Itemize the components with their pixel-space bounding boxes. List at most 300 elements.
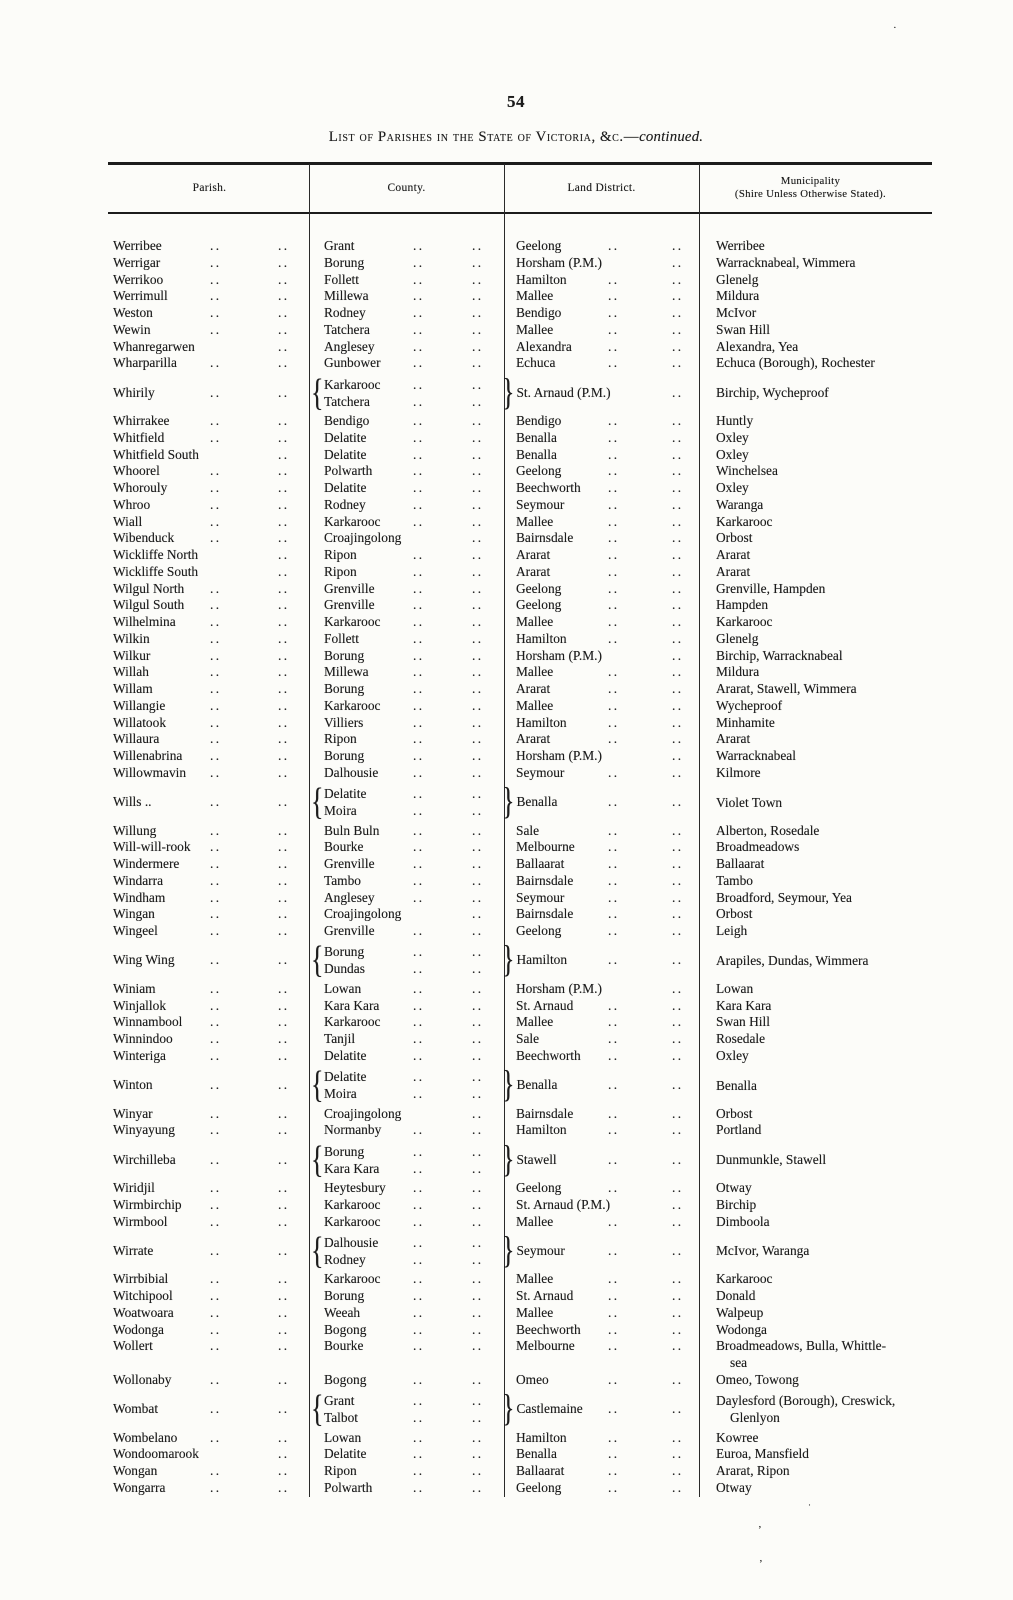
dot-leader: .. xyxy=(472,647,484,663)
dot-leader: .. xyxy=(210,1304,222,1320)
dot-leader: .. xyxy=(278,463,290,479)
municipality-name: Broadford, Seymour, Yea xyxy=(716,889,852,905)
dot-leader: .. xyxy=(472,630,484,646)
county-name: Bendigo xyxy=(324,413,370,428)
dot-leader: .. xyxy=(413,822,425,838)
county-cell xyxy=(309,981,504,998)
land-district-name: Ararat xyxy=(516,681,551,696)
dot-leader: .. xyxy=(278,923,290,938)
county-cell xyxy=(309,430,504,447)
parish-cell xyxy=(110,1014,309,1031)
municipality-cell xyxy=(699,698,922,715)
land-district-name: Mallee xyxy=(516,1271,554,1287)
parish-name: Will-will-rook xyxy=(113,839,191,855)
table-row xyxy=(110,1463,922,1480)
parish-name: Wickliffe South xyxy=(113,563,199,579)
dot-leader: .. xyxy=(278,1401,290,1416)
land-district-name: Ballaarat xyxy=(516,856,565,871)
land-district-name: Melbourne xyxy=(516,1338,575,1354)
county-name: Moira xyxy=(324,1086,357,1101)
parish-cell xyxy=(110,1305,309,1322)
dot-leader: .. xyxy=(672,563,684,579)
dot-leader: .. xyxy=(413,697,425,713)
dot-leader: .. xyxy=(278,1242,290,1258)
dot-leader: .. xyxy=(413,1213,425,1229)
dot-leader: .. xyxy=(672,1321,684,1337)
parish-name: Wickliffe North xyxy=(113,547,199,562)
dot-leader: .. xyxy=(608,1105,620,1121)
land-district-cell xyxy=(504,581,699,598)
dot-leader: .. xyxy=(672,1014,684,1030)
municipality-name: Mildura xyxy=(716,664,760,680)
table-row xyxy=(110,1338,922,1372)
table-row xyxy=(110,581,922,598)
municipality-name: Ararat xyxy=(716,731,751,747)
dot-leader: .. xyxy=(608,580,620,596)
dot-leader: .. xyxy=(413,681,425,696)
county-cell xyxy=(309,1372,504,1389)
dot-leader: .. xyxy=(608,597,620,613)
dot-leader: .. xyxy=(278,1031,290,1046)
dot-leader: .. xyxy=(672,856,684,871)
county-cell xyxy=(309,530,504,547)
county-name: Karkarooc xyxy=(324,376,381,392)
parish-cell xyxy=(110,1214,309,1231)
dot-leader: .. xyxy=(210,889,222,905)
dot-leader: .. xyxy=(210,530,222,546)
land-district-name: Beechworth xyxy=(516,1321,581,1337)
dot-leader: .. xyxy=(472,980,484,996)
dot-leader: .. xyxy=(210,997,222,1013)
dot-leader: .. xyxy=(608,1479,620,1495)
parish-name: Wingeel xyxy=(113,923,158,938)
dot-leader: .. xyxy=(472,238,484,253)
parish-name: Wongarra xyxy=(113,1479,166,1495)
land-district-name: Castlemaine xyxy=(516,1401,583,1416)
table-row xyxy=(110,1048,922,1065)
dot-leader: .. xyxy=(608,1242,620,1258)
land-district-name: Hamilton xyxy=(516,952,568,968)
dot-leader: .. xyxy=(278,563,290,579)
county-name: Lowan xyxy=(324,980,362,996)
land-district-name: Geelong xyxy=(516,238,562,253)
county-line xyxy=(309,1409,504,1426)
parish-name: Willowmavin xyxy=(113,764,187,780)
dot-leader: .. xyxy=(672,1031,684,1046)
land-district-name: Beechworth xyxy=(516,480,581,495)
dot-leader: .. xyxy=(608,305,620,320)
dot-leader: .. xyxy=(672,1338,684,1354)
county-name: Bogong xyxy=(324,1371,367,1387)
dot-leader: .. xyxy=(672,305,684,320)
dot-leader: .. xyxy=(210,1151,222,1167)
dot-leader: .. xyxy=(608,480,620,495)
dot-leader: .. xyxy=(413,1463,425,1478)
table-row xyxy=(110,648,922,665)
table-row xyxy=(110,998,922,1015)
dot-leader: .. xyxy=(413,1160,425,1176)
dot-leader: .. xyxy=(472,580,484,596)
dot-leader: .. xyxy=(608,1446,620,1462)
county-name: Karkarooc xyxy=(324,614,381,629)
parish-name: Willenabrina xyxy=(113,748,183,763)
parish-name: Willung xyxy=(113,822,157,838)
dot-leader: .. xyxy=(472,338,484,354)
table-row xyxy=(110,981,922,998)
dot-leader: .. xyxy=(413,321,425,337)
dot-leader: .. xyxy=(672,1180,684,1195)
dot-leader: .. xyxy=(278,1151,290,1167)
dot-leader: .. xyxy=(672,923,684,938)
dot-leader: .. xyxy=(672,355,684,371)
land-district-cell xyxy=(504,547,699,564)
dot-leader: .. xyxy=(413,446,425,462)
municipality-cell xyxy=(699,480,922,497)
county-cell xyxy=(309,923,504,940)
dot-leader: .. xyxy=(608,413,620,428)
dot-leader: .. xyxy=(672,1196,684,1212)
parish-name: Wirrate xyxy=(113,1242,154,1258)
dot-leader: .. xyxy=(672,1213,684,1229)
dot-leader: .. xyxy=(472,822,484,838)
dot-leader: .. xyxy=(608,714,620,730)
table-row xyxy=(110,564,922,581)
county-cell xyxy=(309,305,504,322)
table-row xyxy=(110,765,922,782)
municipality-name: Ballaarat xyxy=(716,856,765,871)
dot-leader: .. xyxy=(278,1047,290,1063)
dot-leader: .. xyxy=(210,856,222,871)
land-district-cell xyxy=(504,1389,699,1430)
land-district-cell xyxy=(504,1271,699,1288)
dot-leader: .. xyxy=(210,748,222,763)
parish-name: Winiam xyxy=(113,980,156,996)
dot-leader: .. xyxy=(672,1151,684,1167)
dot-leader: .. xyxy=(472,1180,484,1195)
dot-leader: .. xyxy=(672,794,684,809)
county-cell xyxy=(309,413,504,430)
land-district-name: Bairnsdale xyxy=(516,906,574,922)
dot-leader: .. xyxy=(210,664,222,680)
land-district-name: Mallee xyxy=(516,614,554,629)
land-district-cell xyxy=(504,1480,699,1497)
county-name: Grenville xyxy=(324,856,375,871)
land-district-name: Bendigo xyxy=(516,413,562,428)
land-district-name: Ballaarat xyxy=(516,1463,565,1478)
land-district-name: Stawell xyxy=(516,1151,557,1167)
dot-leader: .. xyxy=(672,547,684,562)
municipality-name: Huntly xyxy=(716,413,754,428)
dot-leader: .. xyxy=(413,1429,425,1445)
municipality-cell xyxy=(699,1139,922,1180)
land-district-cell xyxy=(504,715,699,732)
dot-leader: .. xyxy=(210,288,222,304)
municipality-cell xyxy=(699,1106,922,1123)
county-cell xyxy=(309,998,504,1015)
municipality-name: Echuca (Borough), Rochester xyxy=(716,355,875,371)
dot-leader: .. xyxy=(472,1213,484,1229)
dot-leader: .. xyxy=(210,614,222,629)
dot-leader: .. xyxy=(413,839,425,855)
table-row xyxy=(110,597,922,614)
table-row xyxy=(110,940,922,981)
dot-leader: .. xyxy=(278,906,290,922)
dot-leader: .. xyxy=(210,1031,222,1046)
dot-leader: .. xyxy=(413,597,425,613)
dot-leader: .. xyxy=(278,480,290,495)
municipality-cell xyxy=(699,923,922,940)
column-header-land-district: Land District. xyxy=(567,182,636,194)
municipality-cell xyxy=(699,1180,922,1197)
municipality-cell xyxy=(699,288,922,305)
dot-leader: .. xyxy=(672,1463,684,1478)
county-cell xyxy=(309,1288,504,1305)
dot-leader: .. xyxy=(278,764,290,780)
county-cell xyxy=(309,1031,504,1048)
parish-cell xyxy=(110,355,309,372)
dot-leader: .. xyxy=(472,664,484,680)
dot-leader: .. xyxy=(608,338,620,354)
parish-cell xyxy=(110,1446,309,1463)
column-header-parish: Parish. xyxy=(192,182,227,194)
dot-leader: .. xyxy=(413,429,425,445)
dot-leader: .. xyxy=(210,714,222,730)
dot-leader: .. xyxy=(472,906,484,922)
land-district-cell xyxy=(504,765,699,782)
county-name: Talbot xyxy=(324,1410,359,1425)
county-line xyxy=(309,802,504,819)
land-district-cell xyxy=(504,1338,699,1372)
dot-leader: .. xyxy=(608,1077,620,1092)
land-district-cell xyxy=(504,1031,699,1048)
land-district-cell xyxy=(504,288,699,305)
dot-leader: .. xyxy=(278,446,290,462)
dot-leader: .. xyxy=(672,630,684,646)
dot-leader: .. xyxy=(210,822,222,838)
land-district-name: Ararat xyxy=(516,547,551,562)
county-cell xyxy=(309,1180,504,1197)
municipality-cell xyxy=(699,715,922,732)
dot-leader: .. xyxy=(608,1014,620,1030)
table-row xyxy=(110,1480,922,1497)
municipality-cell xyxy=(699,530,922,547)
dot-leader: .. xyxy=(472,513,484,529)
municipality-cell xyxy=(699,940,922,981)
municipality-name: Ararat xyxy=(716,547,751,562)
dot-leader: .. xyxy=(278,271,290,287)
table-row xyxy=(110,1065,922,1106)
municipality-name: Dimboola xyxy=(716,1213,770,1229)
parish-cell xyxy=(110,940,309,981)
municipality-name: Orbost xyxy=(716,1105,753,1121)
land-district-name: Mallee xyxy=(516,288,554,304)
land-district-name: Benalla xyxy=(516,429,557,445)
land-district-name: Mallee xyxy=(516,1014,554,1030)
municipality-cell xyxy=(699,547,922,564)
county-cell xyxy=(309,631,504,648)
parish-name: Witchipool xyxy=(113,1288,173,1303)
dot-leader: .. xyxy=(210,1338,222,1354)
parish-name: Wodonga xyxy=(113,1321,164,1337)
dot-leader: .. xyxy=(472,1143,484,1159)
municipality-name: Swan Hill xyxy=(716,321,770,337)
table-row xyxy=(110,1197,922,1214)
parish-cell xyxy=(110,1430,309,1447)
county-name: Polwarth xyxy=(324,1479,373,1495)
municipality-name: Lowan xyxy=(716,980,754,996)
dot-leader: .. xyxy=(413,856,425,871)
parish-name: Whitfield South xyxy=(113,446,199,462)
parish-name: Wharparilla xyxy=(113,355,177,371)
dot-leader: .. xyxy=(608,872,620,888)
municipality-name: Otway xyxy=(716,1180,752,1195)
county-name: Borung xyxy=(324,647,365,663)
dot-leader: .. xyxy=(413,1410,425,1425)
county-name: Heytesbury xyxy=(324,1180,386,1195)
parish-cell xyxy=(110,1372,309,1389)
parish-cell xyxy=(110,497,309,514)
dot-leader: .. xyxy=(608,614,620,629)
parish-name: Windham xyxy=(113,889,166,905)
parish-name: Whanregarwen xyxy=(113,338,195,354)
dot-leader: .. xyxy=(672,1077,684,1092)
county-name: Dundas xyxy=(324,961,365,977)
land-district-name: Geelong xyxy=(516,923,562,938)
municipality-cell xyxy=(699,839,922,856)
dot-leader: .. xyxy=(608,1401,620,1416)
dot-leader: .. xyxy=(608,1271,620,1287)
land-district-name: Beechworth xyxy=(516,1047,581,1063)
parish-name: Wills .. xyxy=(113,794,152,809)
parish-name: Winyar xyxy=(113,1105,153,1121)
land-district-cell xyxy=(504,255,699,272)
municipality-cell xyxy=(699,1372,922,1389)
parish-cell xyxy=(110,1389,309,1430)
table-row xyxy=(110,288,922,305)
dot-leader: .. xyxy=(608,697,620,713)
dot-leader: .. xyxy=(278,1304,290,1320)
dot-leader: .. xyxy=(413,288,425,304)
table-row xyxy=(110,631,922,648)
dot-leader: .. xyxy=(278,1271,290,1287)
dot-leader: .. xyxy=(413,1371,425,1387)
county-name: Delatite xyxy=(324,1069,367,1084)
table-row xyxy=(110,1430,922,1447)
parish-cell xyxy=(110,664,309,681)
dot-leader: .. xyxy=(472,748,484,763)
county-cell xyxy=(309,355,504,372)
county-line xyxy=(309,785,504,802)
dot-leader: .. xyxy=(608,446,620,462)
county-name: Delatite xyxy=(324,1446,367,1462)
county-name: Weeah xyxy=(324,1304,361,1320)
dot-leader: .. xyxy=(278,889,290,905)
municipality-cell xyxy=(699,631,922,648)
table-row xyxy=(110,923,922,940)
parish-name: Werrigar xyxy=(113,254,161,270)
county-cell xyxy=(309,890,504,907)
municipality-name: Waranga xyxy=(716,496,764,512)
parish-cell xyxy=(110,923,309,940)
parish-name: Winteriga xyxy=(113,1047,166,1063)
parish-cell xyxy=(110,1463,309,1480)
county-cell xyxy=(309,463,504,480)
table-row xyxy=(110,823,922,840)
dot-leader: .. xyxy=(210,1242,222,1258)
dot-leader: .. xyxy=(413,630,425,646)
land-district-cell xyxy=(504,597,699,614)
closing-brace: } xyxy=(502,1229,515,1272)
municipality-cell xyxy=(699,1389,922,1430)
dot-leader: .. xyxy=(278,1338,290,1354)
table-row xyxy=(110,1288,922,1305)
dot-leader: .. xyxy=(608,923,620,938)
dot-leader: .. xyxy=(608,794,620,809)
dot-leader: .. xyxy=(278,664,290,680)
county-name: Delatite xyxy=(324,446,367,462)
dot-leader: .. xyxy=(672,906,684,922)
municipality-cell xyxy=(699,272,922,289)
county-name: Bourke xyxy=(324,1338,364,1354)
municipality-name: Walpeup xyxy=(716,1304,764,1320)
dot-leader: .. xyxy=(472,944,484,960)
municipality-name: McIvor, Waranga xyxy=(716,1243,810,1259)
county-cell xyxy=(309,514,504,531)
municipality-name: Ararat, Ripon xyxy=(716,1463,790,1478)
table-row xyxy=(110,906,922,923)
parish-name: Willangie xyxy=(113,697,166,713)
dot-leader: .. xyxy=(472,856,484,871)
county-cell xyxy=(309,731,504,748)
county-name: Delatite xyxy=(324,429,367,445)
table-row xyxy=(110,1139,922,1180)
table-row xyxy=(110,890,922,907)
land-district-cell xyxy=(504,413,699,430)
table-row xyxy=(110,547,922,564)
dot-leader: .. xyxy=(278,1122,290,1138)
dot-leader: .. xyxy=(210,697,222,713)
parish-name: Wiridjil xyxy=(113,1180,155,1195)
municipality-name: Oxley xyxy=(716,1047,749,1063)
municipality-name: Wycheproof xyxy=(716,697,783,713)
municipality-name: Orbost xyxy=(716,906,753,922)
dot-leader: .. xyxy=(413,803,425,818)
county-cell xyxy=(309,940,504,981)
land-district-name: Horsham (P.M.) xyxy=(516,748,602,763)
municipality-name: Alexandra, Yea xyxy=(716,338,799,354)
closing-brace: } xyxy=(502,1063,515,1106)
dot-leader: .. xyxy=(472,1086,484,1101)
municipality-cell xyxy=(699,873,922,890)
table-row xyxy=(110,514,922,531)
dot-leader: .. xyxy=(413,254,425,270)
county-cell xyxy=(309,1122,504,1139)
land-district-cell xyxy=(504,614,699,631)
municipality-name: Otway xyxy=(716,1479,752,1495)
county-cell xyxy=(309,765,504,782)
dot-leader: .. xyxy=(608,1151,620,1167)
county-cell xyxy=(309,856,504,873)
table-row xyxy=(110,530,922,547)
county-cell xyxy=(309,255,504,272)
land-district-cell xyxy=(504,648,699,665)
parish-cell xyxy=(110,1230,309,1271)
dot-leader: .. xyxy=(608,1047,620,1063)
dot-leader: .. xyxy=(278,355,290,371)
dot-leader: .. xyxy=(672,1047,684,1063)
dot-leader: .. xyxy=(472,271,484,287)
county-name: Croajingolong xyxy=(324,906,402,922)
